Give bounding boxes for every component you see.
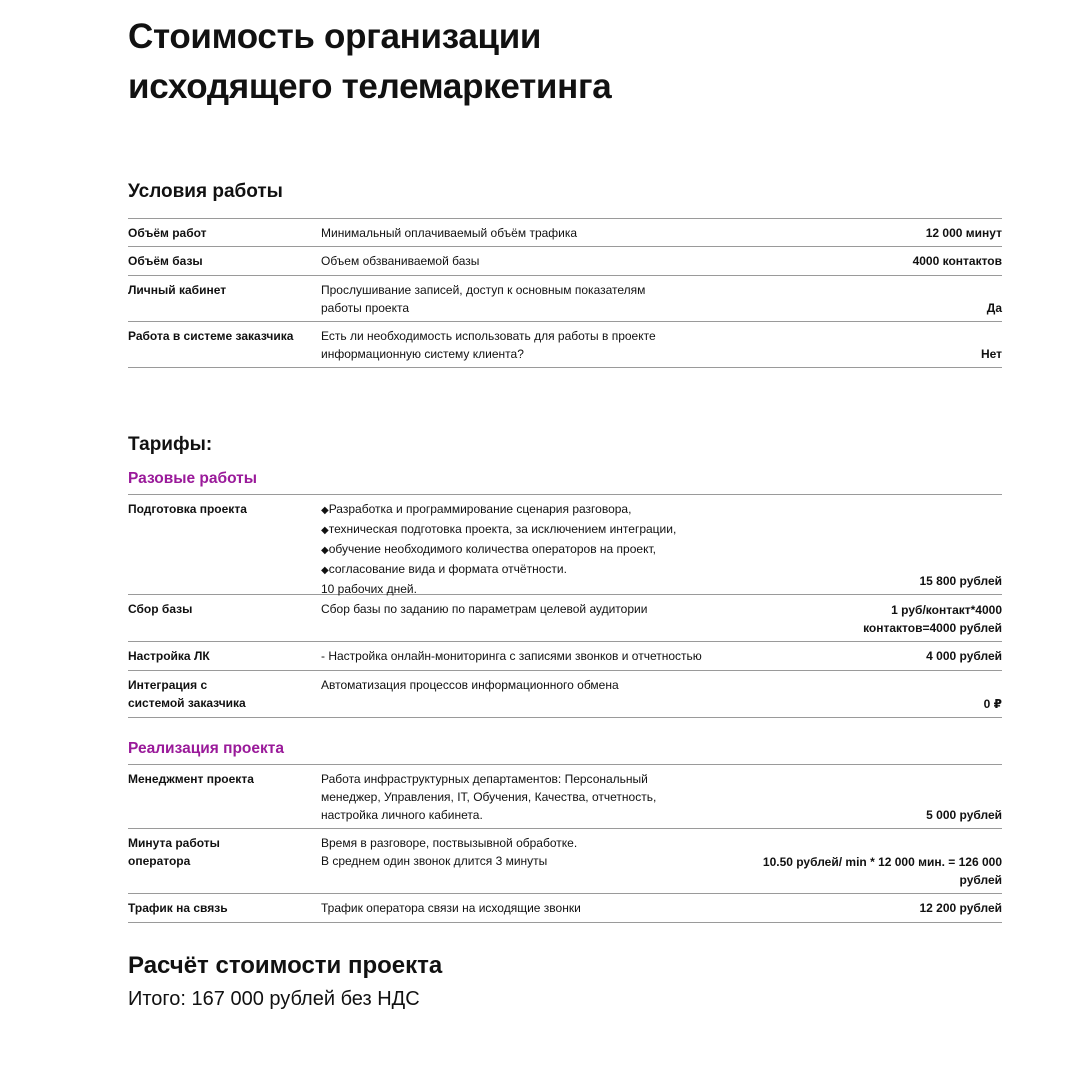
description-line: Время в разговоре, поствызывной обработке. <box>321 836 578 850</box>
description-line: 10 рабочих дней. <box>321 582 417 596</box>
implementation-table <box>128 764 1002 923</box>
value-line: 15 800 рублей <box>919 574 1002 588</box>
description-line: Объем обзваниваемой базы <box>321 254 480 268</box>
row-value <box>702 806 1002 824</box>
value-line: 1 руб/контакт*4000 <box>891 603 1002 617</box>
label-line: оператора <box>128 854 191 868</box>
table-row <box>128 219 1002 247</box>
value-line: рублей <box>959 873 1002 887</box>
summary-heading: Расчёт стоимости проекта <box>128 952 443 979</box>
bullet-text: обучение необходимого количества операторов на проект, <box>328 542 656 556</box>
description-line: Трафик оператора связи на исходящие звонки <box>321 901 581 915</box>
description-line: - Настройка онлайн-мониторинга с записями звонков и отчетностью <box>321 649 702 663</box>
table-row <box>128 247 1002 276</box>
bullet-text: техническая подготовка проекта, за исключением интеграции, <box>328 522 677 536</box>
description-line: менеджер, Управления, IT, Обучения, Качества, отчетность, <box>321 790 657 804</box>
table-row <box>128 595 1002 642</box>
bullet-item <box>321 500 741 520</box>
row-label: Объём базы <box>128 254 203 268</box>
bullet-text: Разработка и программирование сценария разговора, <box>328 502 632 516</box>
page-title-line-1: Стоимость организации <box>128 17 542 56</box>
row-label: Настройка ЛК <box>128 649 210 663</box>
bullet-item <box>321 560 741 580</box>
page-title-line-2: исходящего телемаркетинга <box>128 67 612 106</box>
table-row <box>128 765 1002 829</box>
row-value <box>702 601 1002 637</box>
row-label: Подготовка проекта <box>128 502 247 516</box>
row-description <box>321 676 741 694</box>
description-line: Прослушивание записей, доступ к основным показателям <box>321 283 646 297</box>
value-line: 4 000 рублей <box>926 649 1002 663</box>
one-time-works-heading: Разовые работы <box>128 470 257 487</box>
description-line: настройка личного кабинета. <box>321 808 483 822</box>
row-description <box>321 252 741 270</box>
label-line: Интеграция с <box>128 678 208 692</box>
table-row <box>128 829 1002 894</box>
row-value <box>702 252 1002 270</box>
table-row <box>128 495 1002 595</box>
table-row <box>128 322 1002 368</box>
bullet-text: согласование вида и формата отчётности. <box>328 562 567 576</box>
description-line: Автоматизация процессов информационного обмена <box>321 678 619 692</box>
tariffs-heading: Тарифы: <box>128 434 213 455</box>
description-line: Есть ли необходимость использовать для работы в проекте <box>321 329 656 343</box>
row-value <box>702 345 1002 363</box>
table-row <box>128 276 1002 322</box>
row-value <box>702 224 1002 242</box>
row-description <box>321 281 741 317</box>
row-description <box>321 224 741 242</box>
value-line: 0 ₽ <box>983 697 1002 711</box>
row-value <box>702 572 1002 590</box>
value-line: 4000 контактов <box>912 254 1002 268</box>
row-value <box>702 695 1002 713</box>
row-description <box>321 600 741 618</box>
bullet-item <box>321 540 741 560</box>
row-description <box>321 327 741 363</box>
implementation-heading: Реализация проекта <box>128 740 284 757</box>
one-time-works-table <box>128 494 1002 718</box>
description-line: В среднем один звонок длится 3 минуты <box>321 854 548 868</box>
table-row <box>128 642 1002 671</box>
row-description <box>321 500 741 598</box>
value-line: 12 000 минут <box>925 226 1002 240</box>
bullet-item <box>321 520 741 540</box>
value-line: 5 000 рублей <box>926 808 1002 822</box>
row-label: Менеджмент проекта <box>128 772 254 786</box>
table-row <box>128 671 1002 718</box>
row-description <box>321 647 741 665</box>
description-line: работы проекта <box>321 301 410 315</box>
row-label <box>128 834 313 870</box>
value-line: Нет <box>980 347 1002 361</box>
label-line: системой заказчика <box>128 696 246 710</box>
row-description <box>321 770 741 824</box>
description-line: информационную систему клиента? <box>321 347 524 361</box>
table-row <box>128 894 1002 923</box>
label-line: Минута работы <box>128 836 220 850</box>
description-line: Работа инфраструктурных департаментов: Персональный <box>321 772 648 786</box>
conditions-heading: Условия работы <box>128 181 283 202</box>
value-line: 10.50 рублей/ min * 12 000 мин. = 126 000 <box>762 855 1002 869</box>
row-value <box>702 299 1002 317</box>
description-line: Сбор базы по заданию по параметрам целевой аудитории <box>321 602 648 616</box>
conditions-table <box>128 218 1002 368</box>
row-label: Личный кабинет <box>128 283 227 297</box>
row-label: Сбор базы <box>128 602 193 616</box>
row-value <box>702 647 1002 665</box>
row-value <box>702 899 1002 917</box>
page-title <box>128 12 888 112</box>
row-description <box>321 899 741 917</box>
row-label <box>128 676 313 712</box>
value-line: контактов=4000 рублей <box>863 621 1002 635</box>
row-label: Объём работ <box>128 226 207 240</box>
description-line: Минимальный оплачиваемый объём трафика <box>321 226 578 240</box>
row-label: Трафик на связь <box>128 901 228 915</box>
value-line: Да <box>986 301 1002 315</box>
row-label: Работа в системе заказчика <box>128 329 294 343</box>
row-value <box>662 853 1002 889</box>
summary-total: Итого: 167 000 рублей без НДС <box>128 988 420 1010</box>
value-line: 12 200 рублей <box>919 901 1002 915</box>
